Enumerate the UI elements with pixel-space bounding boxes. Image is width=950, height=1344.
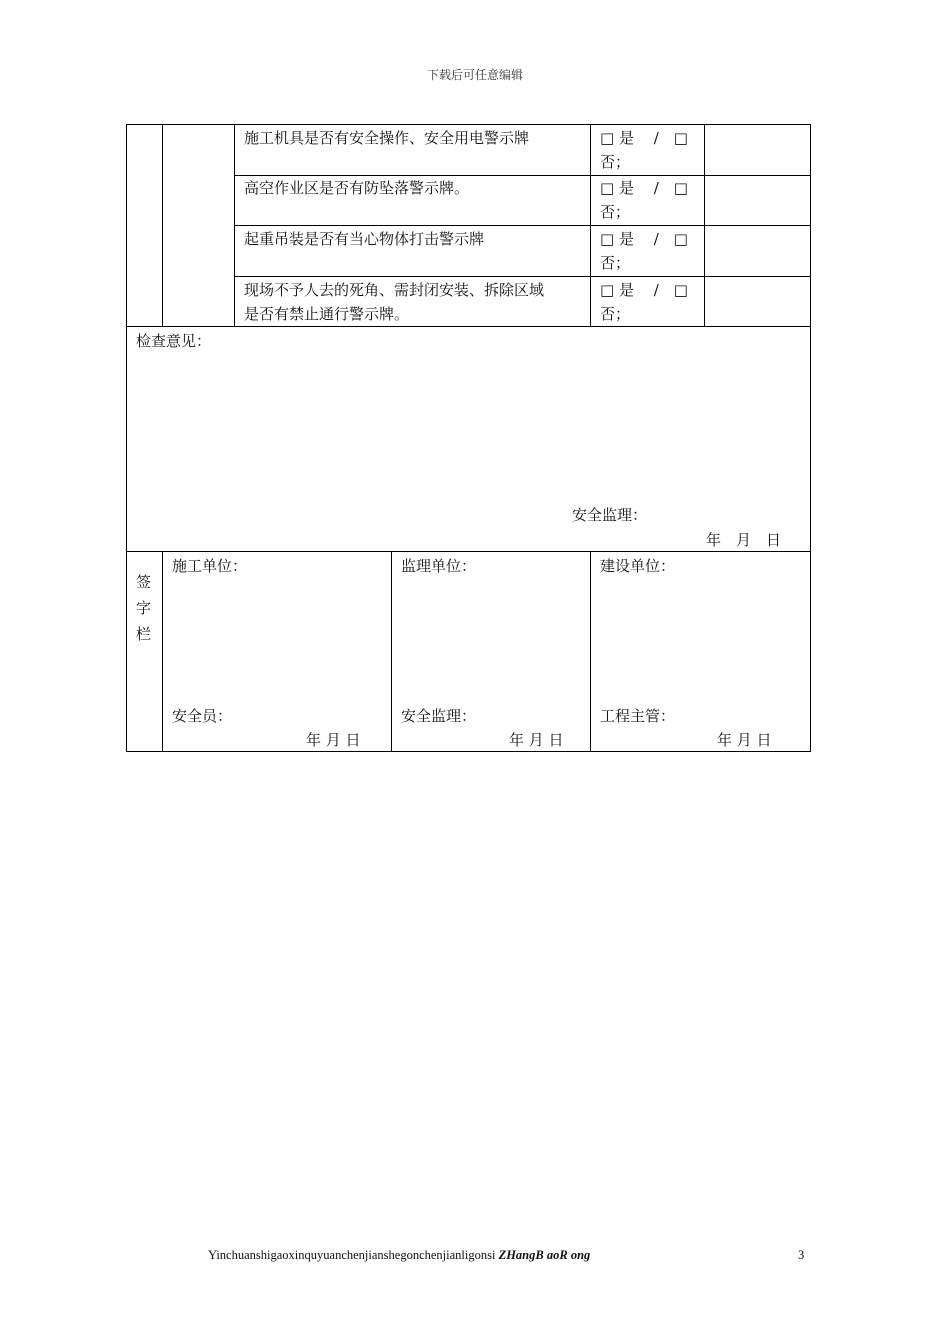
opinion-label: 检查意见： [136, 332, 212, 350]
signature-side-label: 栏 [136, 625, 152, 643]
page-footer [208, 1248, 590, 1263]
footer-author: ZHangB aoR ong [498, 1248, 591, 1262]
check-item-text: 高空作业区是否有防坠落警示牌。 [244, 179, 470, 197]
yes-no-option-suffix: 否； [600, 203, 631, 221]
opinion-date: 年 月 日 [706, 531, 782, 549]
construction-date: 年 月 日 [306, 731, 361, 749]
owner-date: 年 月 日 [717, 731, 772, 749]
construction-safety-officer: 安全员： [172, 707, 233, 725]
footer-text: Yinchuanshigaoxinquyuanchenjianshegonchenjianligonsi [208, 1248, 499, 1262]
page-number: 3 [798, 1248, 805, 1262]
yes-no-option-suffix: 否； [600, 153, 631, 171]
signature-side-label: 签 [136, 573, 152, 591]
yes-no-option[interactable]: □ 是 / □ [600, 281, 688, 299]
yes-no-option[interactable]: □ 是 / □ [600, 230, 688, 248]
supervision-safety-supervisor: 安全监理： [401, 707, 477, 725]
check-item-text-line2: 是否有禁止通行警示牌。 [244, 305, 410, 323]
supervision-unit-title: 监理单位： [401, 557, 477, 575]
owner-unit-title: 建设单位： [600, 557, 676, 575]
check-item-text: 现场不予人去的死角、需封闭安装、拆除区域 [244, 281, 545, 299]
yes-no-option-suffix: 否； [600, 254, 631, 272]
safety-supervisor-label: 安全监理： [572, 506, 648, 524]
construction-unit-title: 施工单位： [172, 557, 248, 575]
supervision-date: 年 月 日 [509, 731, 564, 749]
check-item-text: 施工机具是否有安全操作、安全用电警示牌 [244, 129, 530, 147]
yes-no-option-suffix: 否； [600, 305, 631, 323]
signature-side-label: 字 [136, 599, 152, 617]
yes-no-option[interactable]: □ 是 / □ [600, 179, 688, 197]
yes-no-option[interactable]: □ 是 / □ [600, 129, 688, 147]
check-item-text: 起重吊装是否有当心物体打击警示牌 [244, 230, 485, 248]
page-header: 下载后可任意编辑 [426, 68, 523, 82]
owner-project-manager: 工程主管： [600, 707, 676, 725]
